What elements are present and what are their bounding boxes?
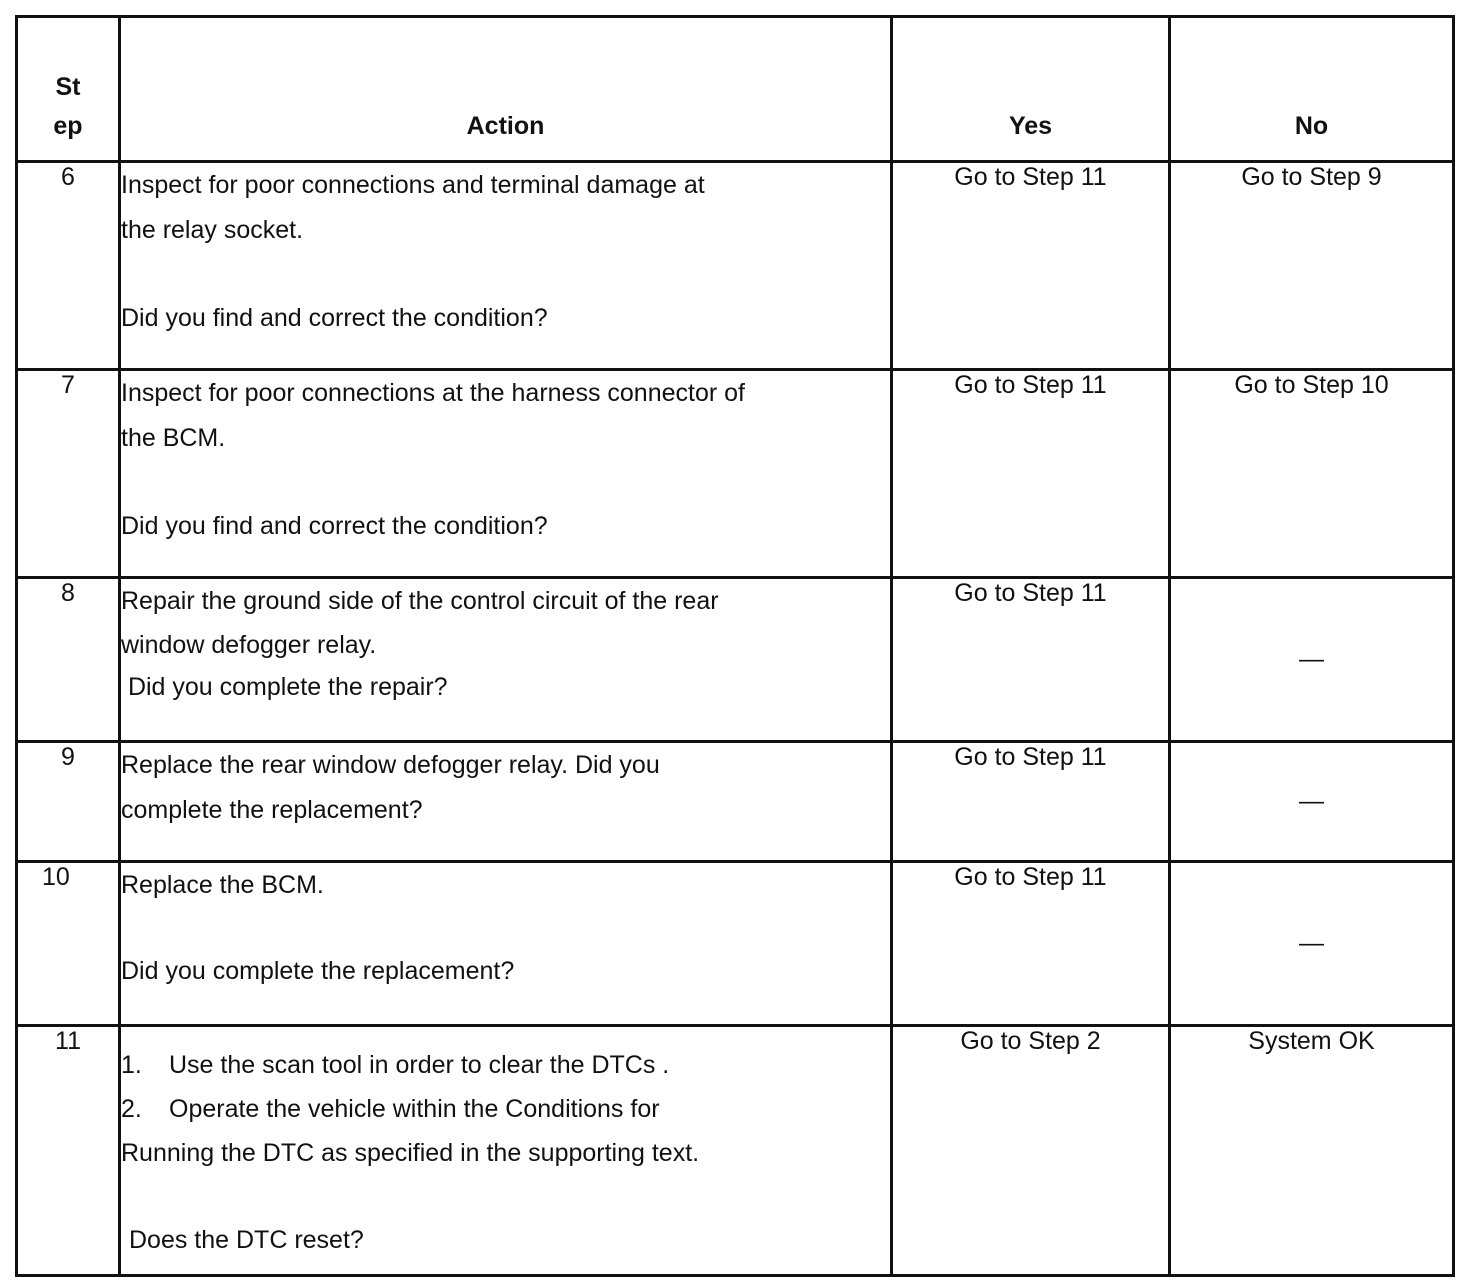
- action-question: Did you find and correct the condition?: [121, 512, 548, 540]
- action-line: Running the DTC as specified in the supporting text.: [121, 1139, 700, 1167]
- step-number: 6: [17, 162, 120, 370]
- list-item-text: Operate the vehicle within the Conditions for: [169, 1095, 660, 1123]
- step-number: 10: [17, 862, 120, 1026]
- action-cell: [120, 742, 892, 862]
- list-item-text: Use the scan tool in order to clear the DTCs .: [169, 1051, 670, 1079]
- yes-cell: Go to Step 11: [892, 162, 1170, 370]
- header-no: No: [1170, 17, 1454, 162]
- action-cell: [120, 370, 892, 578]
- no-cell: —: [1170, 578, 1454, 742]
- table-row: [17, 578, 1454, 742]
- header-row: [17, 17, 1454, 162]
- action-cell: [120, 578, 892, 742]
- no-cell: System OK: [1170, 1026, 1454, 1276]
- no-cell: Go to Step 9: [1170, 162, 1454, 370]
- action-line: Repair the ground side of the control circuit of the rear: [121, 587, 719, 615]
- header-action: Action: [120, 17, 892, 162]
- yes-cell: Go to Step 11: [892, 862, 1170, 1026]
- table-row: [17, 862, 1454, 1026]
- action-question: Did you find and correct the condition?: [121, 304, 548, 332]
- action-line: complete the replacement?: [121, 796, 423, 824]
- table-row: [17, 742, 1454, 862]
- action-question: Does the DTC reset?: [129, 1226, 364, 1254]
- step-number: 9: [17, 742, 120, 862]
- no-cell: —: [1170, 742, 1454, 862]
- action-line: window defogger relay.: [121, 631, 377, 659]
- action-cell: [120, 862, 892, 1026]
- diagnostic-steps-table: [15, 15, 1455, 1277]
- action-line: Replace the rear window defogger relay. Did you: [121, 751, 660, 779]
- no-cell: Go to Step 10: [1170, 370, 1454, 578]
- action-cell: [120, 162, 892, 370]
- yes-cell: Go to Step 11: [892, 742, 1170, 862]
- no-cell: —: [1170, 862, 1454, 1026]
- action-line: Inspect for poor connections and terminal damage at: [121, 171, 705, 199]
- step-number: 11: [17, 1026, 120, 1276]
- header-yes: Yes: [892, 17, 1170, 162]
- action-line: Replace the BCM.: [121, 871, 324, 899]
- list-item-number: 2.: [121, 1095, 142, 1123]
- table-row: [17, 1026, 1454, 1276]
- yes-cell: Go to Step 11: [892, 578, 1170, 742]
- yes-cell: Go to Step 2: [892, 1026, 1170, 1276]
- list-item-number: 1.: [121, 1051, 142, 1079]
- action-question: Did you complete the replacement?: [121, 957, 515, 985]
- table-row: [17, 370, 1454, 578]
- step-number: 7: [17, 370, 120, 578]
- action-line: Inspect for poor connections at the harness connector of: [121, 379, 745, 407]
- action-question: Did you complete the repair?: [121, 673, 448, 701]
- action-cell: [120, 1026, 892, 1276]
- step-number: 8: [17, 578, 120, 742]
- action-line: the BCM.: [121, 424, 226, 452]
- list-item: [121, 1087, 890, 1131]
- action-line: the relay socket.: [121, 216, 304, 244]
- table-row: [17, 162, 1454, 370]
- list-item: [121, 1043, 890, 1087]
- header-step-label: St ep: [53, 73, 83, 140]
- header-step: [17, 17, 120, 162]
- yes-cell: Go to Step 11: [892, 370, 1170, 578]
